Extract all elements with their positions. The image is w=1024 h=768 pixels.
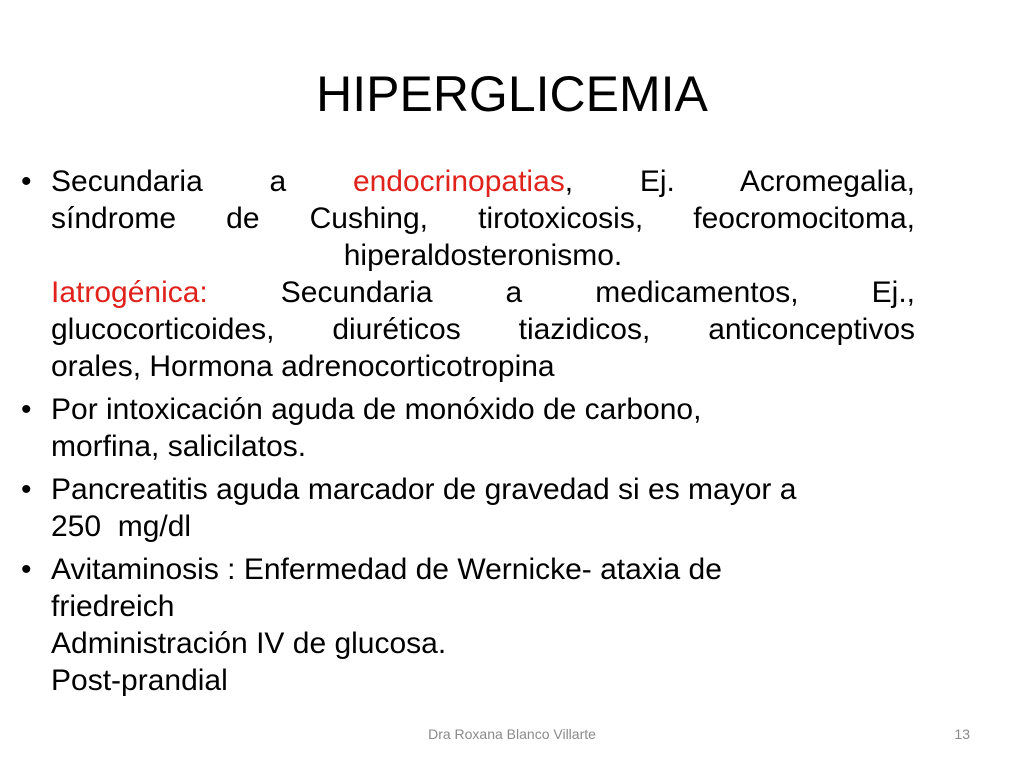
- highlight-text: Iatrogénica:: [51, 276, 208, 309]
- text-segment: Secundaria a: [51, 165, 353, 198]
- bullet-dot: •: [21, 165, 32, 198]
- bullet-line: morfina, salicilatos.: [51, 430, 307, 463]
- bullet-dot: •: [21, 473, 32, 506]
- bullet-line: Pancreatitis aguda marcador de gravedad si es mayor a: [51, 473, 797, 506]
- slide-body: [15, 163, 915, 705]
- bullet-line: friedreich: [51, 590, 175, 623]
- slide-title: HIPERGLICEMIA: [316, 66, 708, 122]
- bullet-dot: •: [21, 553, 32, 586]
- bullet-line: glucocorticoides, diuréticos tiazidicos, anticonceptivos: [51, 313, 915, 346]
- bullet-dot: •: [21, 393, 32, 426]
- highlight-text: endocrinopatias: [352, 165, 565, 198]
- bullet-line: [51, 163, 915, 200]
- bullet-item-intoxication: [15, 391, 915, 465]
- bullet-line: 250 mg/dl: [51, 510, 192, 543]
- bullet-line: Avitaminosis : Enfermedad de Wernicke- ataxia de: [51, 553, 722, 586]
- bullet-item-pancreatitis: [15, 471, 915, 545]
- bullet-line: Post-prandial: [51, 664, 228, 697]
- bullet-item-avitaminosis: [15, 551, 915, 699]
- footer-author: Dra Roxana Blanco Villarte: [428, 726, 596, 742]
- text-segment: Secundaria a medicamentos, Ej.,: [207, 276, 915, 309]
- slide-number: 13: [954, 726, 970, 742]
- bullet-line: hiperaldosteronismo.: [343, 239, 623, 272]
- bullet-line: Por intoxicación aguda de monóxido de carbono,: [51, 393, 702, 426]
- bullet-line: síndrome de Cushing, tirotoxicosis, feocromocitoma,: [51, 202, 915, 235]
- bullet-line: Administración IV de glucosa.: [51, 627, 447, 660]
- text-segment: , Ej. Acromegalia,: [564, 165, 915, 198]
- bullet-item-secondary-causes: [15, 163, 915, 385]
- bullet-line: orales, Hormona adrenocorticotropina: [51, 350, 555, 383]
- bullet-line: [51, 274, 915, 311]
